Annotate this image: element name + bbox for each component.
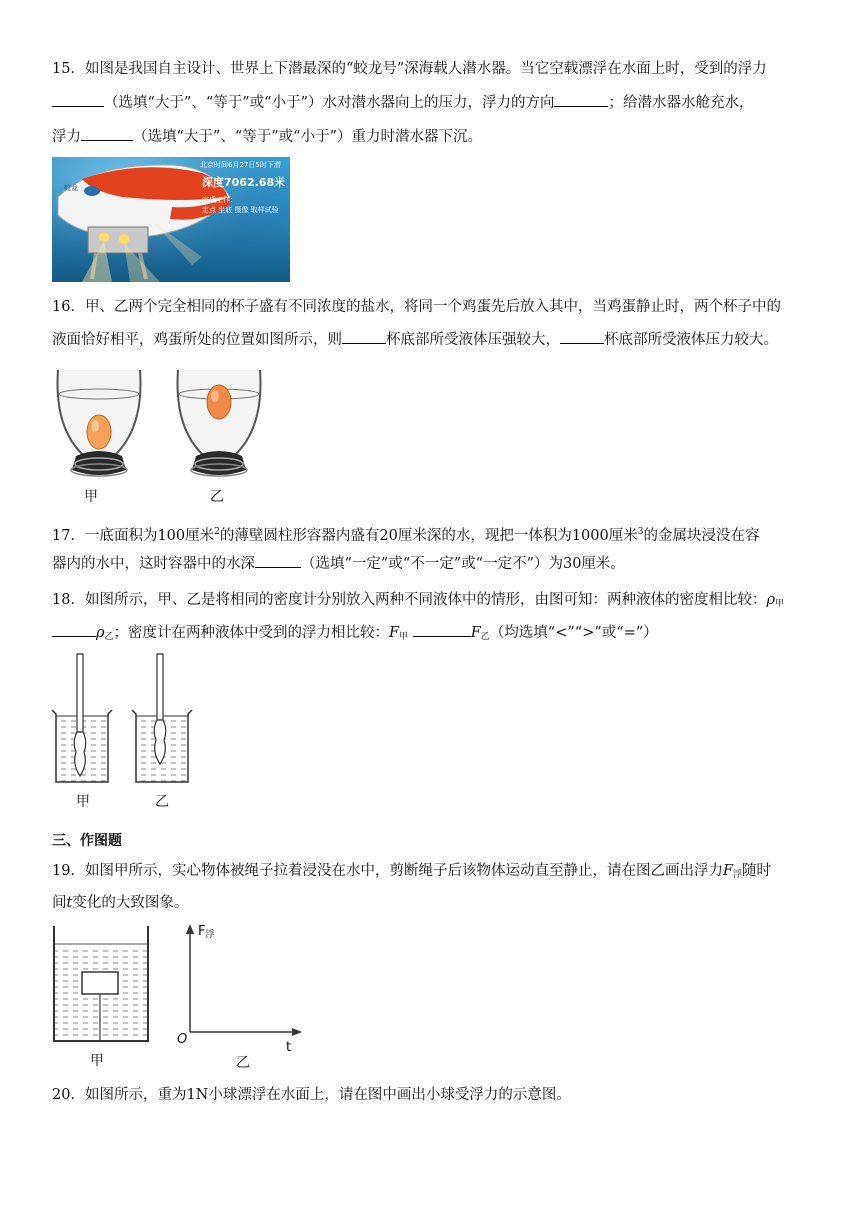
q17-blank[interactable] <box>255 552 301 568</box>
hydrometer-b <box>157 654 163 720</box>
axis-origin: O <box>177 1032 188 1047</box>
photo-date: 北京时间6月27日5时下潜 <box>200 161 281 169</box>
cup-a <box>58 370 141 476</box>
egg-b <box>207 385 231 419</box>
q15-blank-3[interactable] <box>81 125 133 141</box>
submersible-photo <box>52 157 290 282</box>
egg-cups-figure <box>54 366 274 486</box>
q15-line2: （选填“大于”、“等于”或“小于”）水对潜水器向上的压力，浮力的方向 ；给潜水器水舱充水， <box>52 90 812 117</box>
q19-line1: 19．如图甲所示，实心物体被绳子拉着浸没在水中，剪断绳子后该物体运动直至静止，请在图乙画出浮力$F_浮$随时 <box>52 863 772 880</box>
q15-line1: 15．如图是我国自主设计、世界上下潜最深的“蛟龙号”深海载人潜水器。当它空载漂浮在水面上时，受到的浮力 <box>52 61 767 77</box>
photo-tasks-title: 完成工作： <box>202 196 237 204</box>
beaker-a <box>52 654 112 782</box>
q16-label-a: 甲 <box>84 489 98 505</box>
axis-y-label: $F_浮$ <box>198 924 215 940</box>
q18-label-a: 甲 <box>76 794 90 810</box>
q16-label-b: 乙 <box>210 489 224 505</box>
submersible-logo: 蛟龙 <box>64 184 78 192</box>
x-axis-arrow <box>292 1028 302 1036</box>
q18-line2: $\rho_乙$；密度计在两种液体中受到的浮力相比较：$F_甲$ $F_乙$（均选填“<”“>”或“=”） <box>52 620 812 651</box>
q15-line3: 浮力 （选填“大于”、“等于”或“小于”）重力时潜水器下沉。 <box>52 124 812 151</box>
section-title-drawing: 三、作图题 <box>52 833 122 849</box>
q16-blank-1[interactable] <box>342 328 386 344</box>
egg-a <box>87 415 111 449</box>
q20-line1: 20．如图所示，重为1N小球漂浮在水面上，请在图中画出小球受浮力的示意图。 <box>52 1087 571 1103</box>
cup-b <box>178 370 261 476</box>
q18-blank-2[interactable] <box>413 621 471 637</box>
q16-line1: 16．甲、乙两个完全相同的杯子盛有不同浓度的盐水，将同一个鸡蛋先后放入其中，当鸡蛋静止时，两个杯子中的 <box>52 299 781 315</box>
q19-label-a: 甲 <box>90 1053 104 1069</box>
submerged-object-figure <box>52 924 152 1044</box>
q16-line2: 液面恰好相平，鸡蛋所处的位置如图所示，则 杯底部所受液体压强较大， 杯底部所受液体压力较大。 <box>52 327 812 354</box>
axis-x-label: t <box>286 1040 292 1055</box>
q17-line1: 17．一底面积为100厘米$^2$的薄壁圆柱形容器内盛有20厘米深的水，现把一体积为1000厘米$^3$的金属块浸没在容 <box>52 527 760 544</box>
y-axis-arrow <box>186 924 194 934</box>
q19-line2: 间t变化的大致图象。 <box>52 895 189 911</box>
q18-blank-1[interactable] <box>52 621 96 637</box>
photo-tasks: 定点 坐底 摄像 取样试验 <box>202 206 279 214</box>
q18-line1: 18．如图所示，甲、乙是将相同的密度计分别放入两种不同液体中的情形，由图可知：两种液体的密度相比较：$\rho_甲$ <box>52 592 784 609</box>
hydrometer-a <box>77 654 83 732</box>
q16-blank-2[interactable] <box>560 328 604 344</box>
q15-blank-2[interactable] <box>554 91 608 107</box>
solid-object <box>82 972 118 994</box>
q17-line2: 器内的水中，这时容器中的水深 （选填“一定”或“不一定”或“一定不”）为30厘米。 <box>52 551 812 578</box>
q15-blank-1[interactable] <box>52 91 104 107</box>
q19-label-b: 乙 <box>236 1055 250 1071</box>
q18-label-b: 乙 <box>155 794 169 810</box>
beaker-b <box>132 654 192 782</box>
hydrometer-figure <box>50 652 200 788</box>
photo-depth: 深度7062.68米 <box>202 176 286 189</box>
